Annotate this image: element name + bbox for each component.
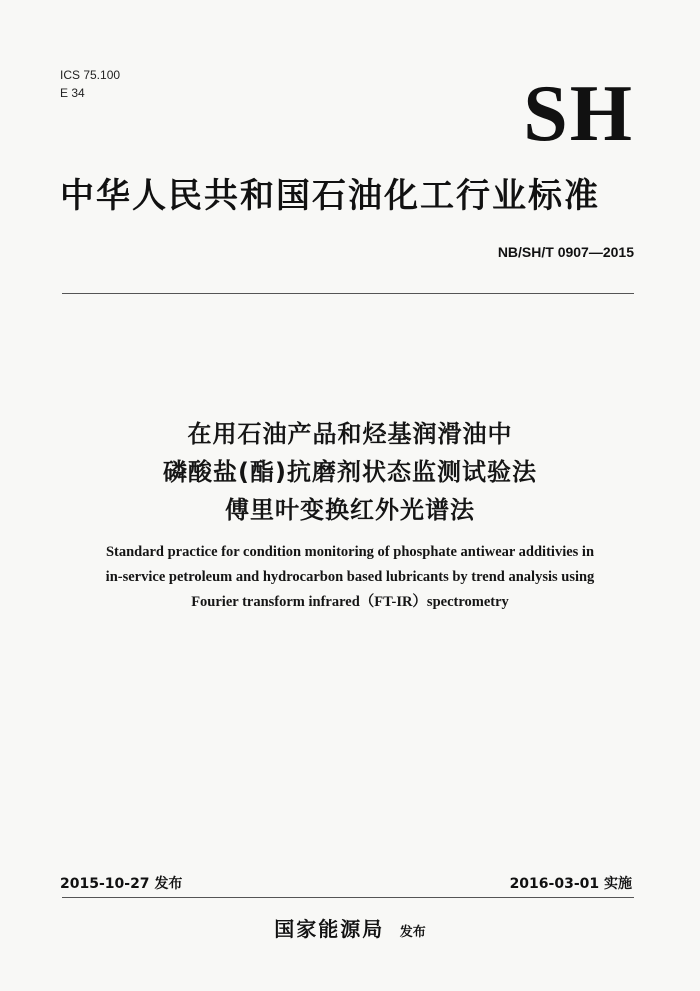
chinese-title-line-3: 傅里叶变换红外光谱法 bbox=[225, 496, 475, 524]
issuer-label: 发布 bbox=[399, 925, 426, 940]
english-title-line-2: in-service petroleum and hydrocarbon based lubricants by trend analysis using bbox=[105, 569, 595, 585]
category-code: E 34 bbox=[60, 86, 85, 100]
footer-divider bbox=[62, 897, 634, 898]
chinese-title bbox=[0, 415, 700, 529]
issuer-name: 国家能源局 bbox=[274, 917, 385, 941]
header-divider bbox=[62, 293, 634, 294]
english-title bbox=[50, 540, 650, 615]
classification-codes bbox=[60, 66, 120, 102]
english-title-line-3: Fourier transform infrared（FT-IR）spectrometry bbox=[191, 594, 509, 610]
ics-code: ICS 75.100 bbox=[60, 68, 121, 82]
standard-code: NB/SH/T 0907—2015 bbox=[497, 244, 634, 260]
issue-date-label: 发布 bbox=[154, 876, 183, 892]
chinese-title-line-2: 磷酸盐(酯)抗磨剂状态监测试验法 bbox=[163, 458, 537, 486]
sh-logo: SH bbox=[523, 70, 634, 158]
effective-date-label: 实施 bbox=[604, 876, 632, 892]
effective-date bbox=[510, 873, 632, 893]
effective-date-value: 2016-03-01 bbox=[509, 876, 600, 892]
issue-date bbox=[60, 873, 182, 893]
standard-type-title: 中华人民共和国石油化工行业标准 bbox=[60, 176, 600, 216]
chinese-title-line-1: 在用石油产品和烃基润滑油中 bbox=[187, 420, 513, 448]
issue-date-value: 2015-10-27 bbox=[60, 876, 150, 892]
english-title-line-1: Standard practice for condition monitoring of phosphate antiwear additivies in bbox=[105, 544, 595, 560]
issuer bbox=[0, 913, 700, 942]
